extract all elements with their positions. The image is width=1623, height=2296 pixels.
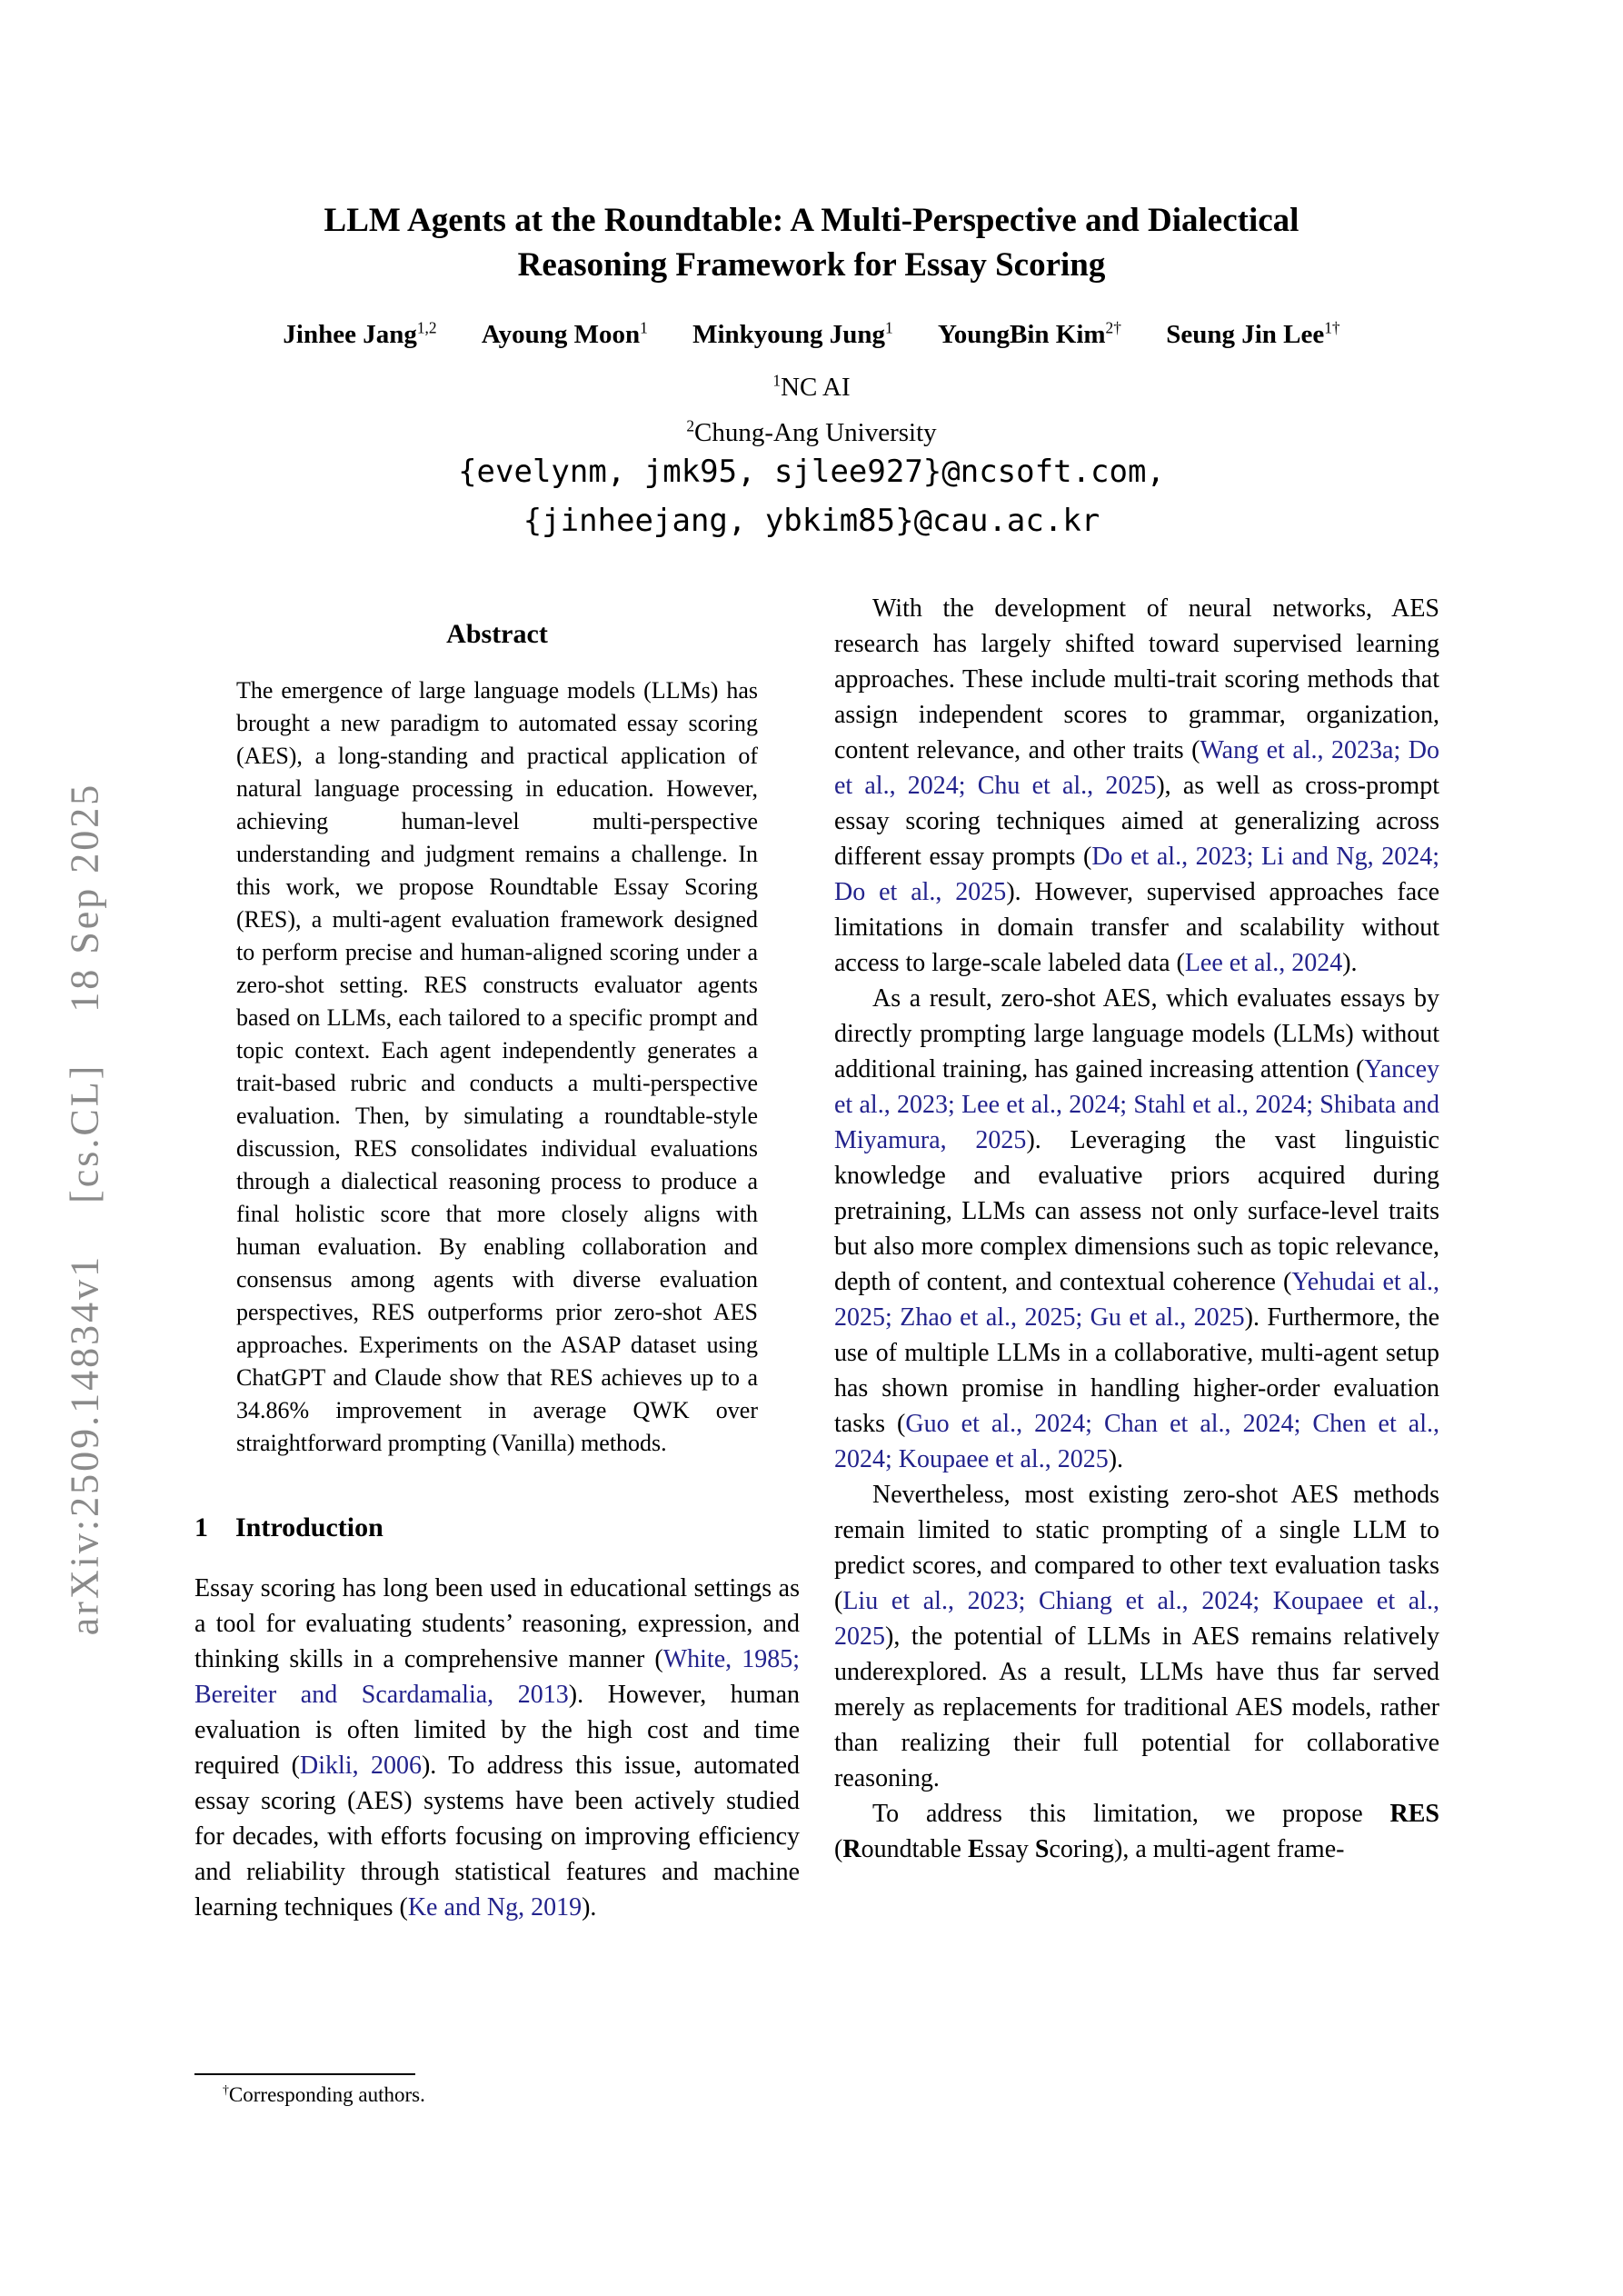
- abstract-body: The emergence of large language models (LLMs) has brought a new paradigm to automated essay scoring (AES), a long-standing and practical application of natural language processing in education. However, achieving human-level multi-perspective understanding and judgment remains a challenge. In this work, we propose Roundtable Essay Scoring (RES), a multi-agent evaluation framework designed to perform precise and human-aligned scoring under a zero-shot setting. RES constructs evaluator agents based on LLMs, each tailored to a specific prompt and topic context. Each agent independently generates a trait-based rubric and conducts a multi-perspective evaluation. Then, by simulating a roundtable-style discussion, RES consolidates individual evaluations through a dialectical reasoning process to produce a final holistic score that more closely aligns with human evaluation. By enabling collaboration and consensus among agents with diverse evaluation perspectives, RES outperforms prior zero-shot AES approaches. Experiments on the ASAP dataset using ChatGPT and Claude show that RES achieves up to a 34.86% improvement in average QWK over straightforward prompting (Vanilla) methods.: [236, 677, 758, 1456]
- author-superscript: 1,2: [416, 318, 437, 337]
- abstract-heading: Abstract: [446, 619, 548, 649]
- author: [283, 320, 436, 349]
- intro-paragraph: [194, 1571, 800, 1925]
- text-segment: ). To address this issue, automated essay scoring (AES) systems have been actively studied for decades, with efforts focusing on improving efficiency and reliability through statistical features and machine learning techniques (: [194, 1752, 800, 1922]
- paragraph-2: [834, 981, 1439, 1477]
- footnote: [194, 2073, 800, 2108]
- author: [482, 320, 648, 349]
- paragraph-1: [834, 591, 1439, 981]
- affiliation-1: [0, 373, 1623, 403]
- citation-link[interactable]: Yancey et al., 2023; Lee et al., 2024; Stahl et al., 2024; Shibata and Miyamura, 2025: [834, 1055, 1439, 1154]
- text-segment: Essay scoring has long been used in educational settings as a tool for evaluating students’ reasoning, expression, and thinking skills in a comprehensive manner (: [194, 1574, 800, 1673]
- footnote-text: [194, 2081, 800, 2108]
- text-segment: ssay: [984, 1835, 1035, 1863]
- abstract-section: [194, 618, 800, 1460]
- section-title: Introduction: [235, 1512, 383, 1542]
- author-superscript: 1: [885, 318, 893, 337]
- affiliation-name: Chung-Ang University: [694, 418, 937, 447]
- text-segment: ). Leveraging the vast linguistic knowledge and evaluative priors acquired during pretraining, LLMs can assess not only surface-level traits but also more complex dimensions such as topic relevance, depth of content, and contextual coherence (: [834, 1126, 1439, 1296]
- affiliation-superscript: 2: [686, 416, 695, 435]
- left-column: [194, 618, 800, 2069]
- text-segment: With the development of neural networks, AES research has largely shifted toward supervised learning approaches. These include multi-trait scoring methods that assign independent scores to grammar, organization, content relevance, and other traits (: [834, 594, 1439, 764]
- text-segment: ), the potential of LLMs in AES remains relatively underexplored. As a result, LLMs have thus far served merely as replacements for traditional AES models, rather than realizing their full potential for collaborative reasoning.: [834, 1622, 1439, 1792]
- title-line-1: LLM Agents at the Roundtable: A Multi-Perspective and Dialectical: [324, 202, 1299, 239]
- author: [1166, 320, 1339, 349]
- citation-link[interactable]: White, 1985; Bereiter and Scardamalia, 2013: [194, 1645, 800, 1709]
- author-superscript: 1†: [1324, 318, 1340, 337]
- affiliation-2: [0, 418, 1623, 448]
- author-name: YoungBin Kim: [938, 320, 1106, 349]
- arxiv-watermark: arXiv:2509.14834v1 [cs.CL] 18 Sep 2025: [62, 782, 107, 1636]
- paragraph-3: [834, 1477, 1439, 1796]
- citation-link[interactable]: Wang et al., 2023a; Do et al., 2024; Chu et al., 2025: [834, 736, 1439, 800]
- bold-text: RES: [1389, 1800, 1439, 1828]
- author-name: Jinhee Jang: [283, 320, 417, 349]
- section-number: 1: [194, 1512, 208, 1542]
- affiliation-superscript: 1: [772, 371, 782, 390]
- text-segment: Nevertheless, most existing zero-shot AES methods remain limited to static prompting of a single LLM to predict scores, and compared to other text evaluation tasks (: [834, 1481, 1439, 1615]
- right-column: [834, 591, 1439, 2291]
- text-segment: ). Furthermore, the use of multiple LLMs in a collaborative, multi-agent setup has shown promise in handling higher-order evaluation tasks (: [834, 1303, 1439, 1438]
- footnote-label: Corresponding authors.: [228, 2083, 425, 2106]
- citation-link[interactable]: Do et al., 2023; Li and Ng, 2024; Do et al., 2025: [834, 843, 1439, 906]
- text-segment: ), as well as cross-prompt essay scoring techniques aimed at generalizing across different essay prompts (: [834, 772, 1439, 871]
- bold-text: R: [842, 1835, 861, 1863]
- title-line-2: Reasoning Framework for Essay Scoring: [517, 246, 1106, 284]
- author-superscript: 1: [640, 318, 648, 337]
- author-superscript: 2†: [1105, 318, 1121, 337]
- citation-link[interactable]: Lee et al., 2024: [1184, 949, 1343, 977]
- citation-link[interactable]: Dikli, 2006: [300, 1752, 422, 1780]
- email-line-2: {jinheejang, ybkim85}@cau.ac.kr: [523, 503, 1100, 539]
- text-segment: (: [834, 1835, 843, 1863]
- text-segment: As a result, zero-shot AES, which evaluates essays by directly prompting large language models (LLMs) without additional training, has gained increasing attention (: [834, 984, 1439, 1083]
- author-name: Ayoung Moon: [481, 320, 641, 349]
- author-name: Minkyoung Jung: [692, 320, 886, 349]
- text-segment: coring), a multi-agent frame-: [1049, 1835, 1345, 1863]
- paper-title: [0, 198, 1623, 287]
- paragraph-4: [834, 1796, 1439, 1867]
- citation-link[interactable]: Liu et al., 2023; Chiang et al., 2024; Koupaee et al., 2025: [834, 1587, 1439, 1651]
- text-segment: ).: [1108, 1445, 1124, 1473]
- citation-link[interactable]: Guo et al., 2024; Chan et al., 2024; Chen et al., 2024; Koupaee et al., 2025: [834, 1410, 1439, 1473]
- citation-link[interactable]: Ke and Ng, 2019: [407, 1893, 582, 1922]
- author: [692, 320, 893, 349]
- affiliation-name: NC AI: [781, 373, 851, 402]
- section-1-heading: [194, 1509, 800, 1547]
- bold-text: S: [1034, 1835, 1050, 1863]
- text-segment: ). However, human evaluation is often limited by the high cost and time required (: [194, 1681, 800, 1780]
- text-segment: ).: [582, 1893, 597, 1922]
- authors-row: [0, 320, 1623, 350]
- author-name: Seung Jin Lee: [1166, 320, 1325, 349]
- bold-text: E: [967, 1835, 985, 1863]
- text-segment: ). However, supervised approaches face limitations in domain transfer and scalability without access to large-scale labeled data (: [834, 878, 1439, 977]
- citation-link[interactable]: Yehudai et al., 2025; Zhao et al., 2025; Gu et al., 2025: [834, 1268, 1439, 1332]
- text-segment: ).: [1342, 949, 1358, 977]
- text-segment: oundtable: [861, 1835, 968, 1863]
- email-line-1: {evelynm, jmk95, sjlee927}@ncsoft.com,: [458, 454, 1165, 490]
- author: [938, 320, 1121, 349]
- text-segment: To address this limitation, we propose: [872, 1800, 1390, 1828]
- dagger-symbol: †: [223, 2082, 229, 2097]
- footnote-rule: [194, 2073, 415, 2075]
